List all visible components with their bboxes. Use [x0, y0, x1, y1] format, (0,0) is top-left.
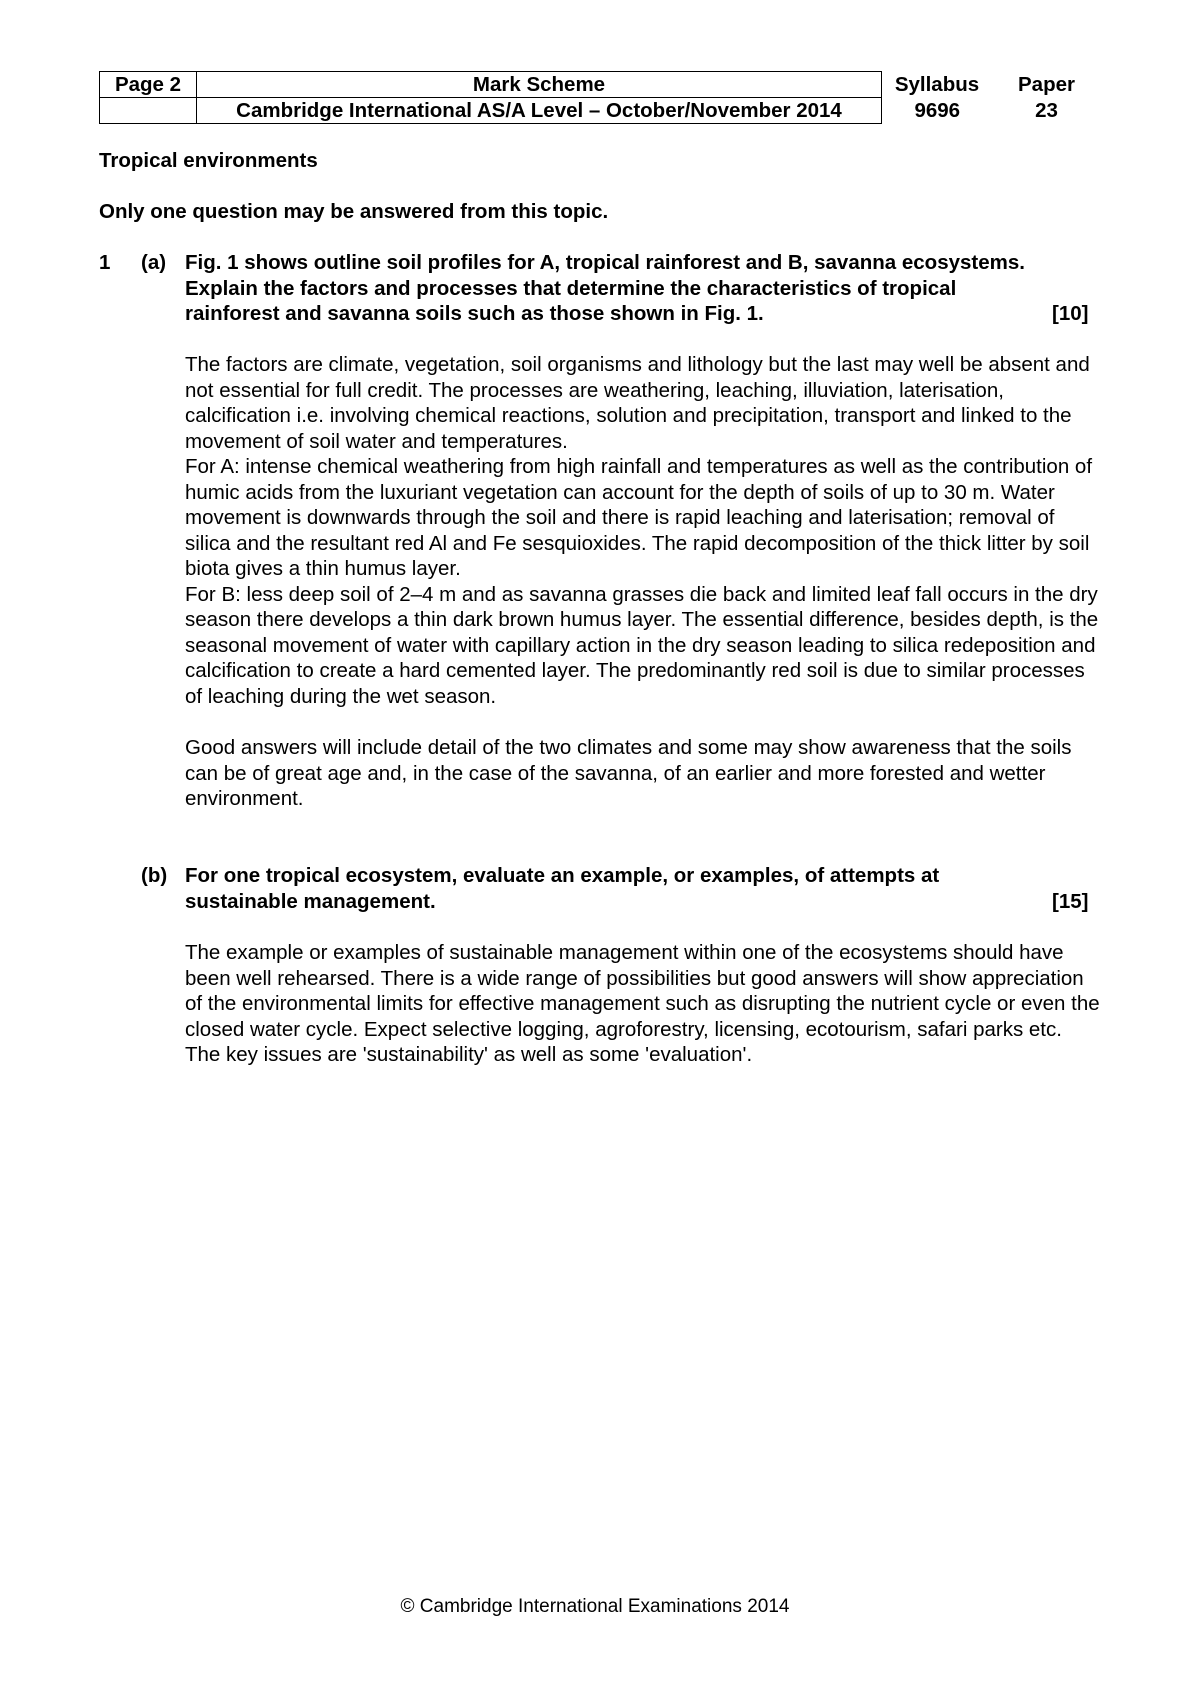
document-title: Mark Scheme: [197, 72, 882, 98]
part-b-question: [185, 863, 1100, 914]
instruction: Only one question may be answered from this topic.: [99, 200, 609, 223]
syllabus-value: 9696: [914, 98, 961, 122]
part-b-question-line: For one tropical ecosystem, evaluate an example, or examples, of attempts at: [185, 864, 940, 887]
part-a-answer-extra: [185, 735, 1100, 812]
answer-paragraph: For B: less deep soil of 2–4 m and as savanna grasses die back and limited leaf fall occurs in the dry season there develops a thin dark brown humus layer. The essential difference, besides depth, is the seasonal movement of water with capillary action in the dry season leading to silica redeposition and calcification to create a hard cemented layer. The predominantly red soil is due to similar processes of leaching during the wet season.: [185, 582, 1099, 708]
answer-paragraph: For A: intense chemical weathering from high rainfall and temperatures as well as the contribution of humic acids from the luxuriant vegetation can account for the depth of soils of up to 30 m. Water movement is downwards through the soil and there is rapid leaching and laterisation; removal of silica and the resultant red Al and Fe sesquioxides. The rapid decomposition of the thick litter by soil biota gives a thin humus layer.: [185, 455, 1093, 580]
part-a-question-line: Fig. 1 shows outline soil profiles for A, tropical rainforest and B, savanna ecosystems.: [185, 251, 1025, 274]
document-subtitle: Cambridge International AS/A Level – October/November 2014: [197, 98, 882, 124]
footer-copyright: © Cambridge International Examinations 2014: [400, 1596, 790, 1617]
part-a-question-line: rainforest and savanna soils such as those shown in Fig. 1.: [185, 302, 764, 325]
paper-value: 23: [1035, 98, 1058, 122]
part-b-question-line: sustainable management.: [185, 889, 436, 913]
part-b-marks: [15]: [1052, 890, 1089, 913]
paper-label: Paper: [1018, 72, 1075, 96]
part-a-label: (a): [141, 251, 167, 274]
answer-paragraph: Good answers will include detail of the two climates and some may show awareness that the soils can be of great age and, in the case of the savanna, of an earlier and more forested and wetter environment.: [185, 736, 1072, 810]
header-empty-cell: [100, 98, 197, 124]
header-table: [99, 71, 1101, 124]
part-a-question: [185, 250, 1100, 327]
question-number: 1: [99, 251, 111, 274]
section-title: Tropical environments: [99, 149, 318, 172]
part-b-label: (b): [141, 864, 168, 887]
part-a-answer: [185, 352, 1100, 709]
part-a-question-line: Explain the factors and processes that determine the characteristics of tropical: [185, 276, 957, 300]
answer-paragraph: The example or examples of sustainable management within one of the ecosystems should have been well rehearsed. There is a wide range of possibilities but good answers will show appreciation of the environmental limits for effective management such as disrupting the nutrient cycle or even the closed water cycle. Expect selective logging, agroforestry, licensing, ecotourism, safari parks etc. The key issues are 'sustainability' as well as some 'evaluation'.: [185, 941, 1100, 1066]
part-a-marks: [10]: [1052, 302, 1089, 325]
syllabus-label: Syllabus: [894, 72, 980, 96]
part-b-answer: [185, 940, 1100, 1068]
page-number: Page 2: [100, 72, 197, 98]
answer-paragraph: The factors are climate, vegetation, soil organisms and lithology but the last may well be absent and not essential for full credit. The processes are weathering, leaching, illuviation, laterisation, calcification i.e. involving chemical reactions, solution and precipitation, transport and linked to the movement of soil water and temperatures.: [185, 353, 1090, 453]
